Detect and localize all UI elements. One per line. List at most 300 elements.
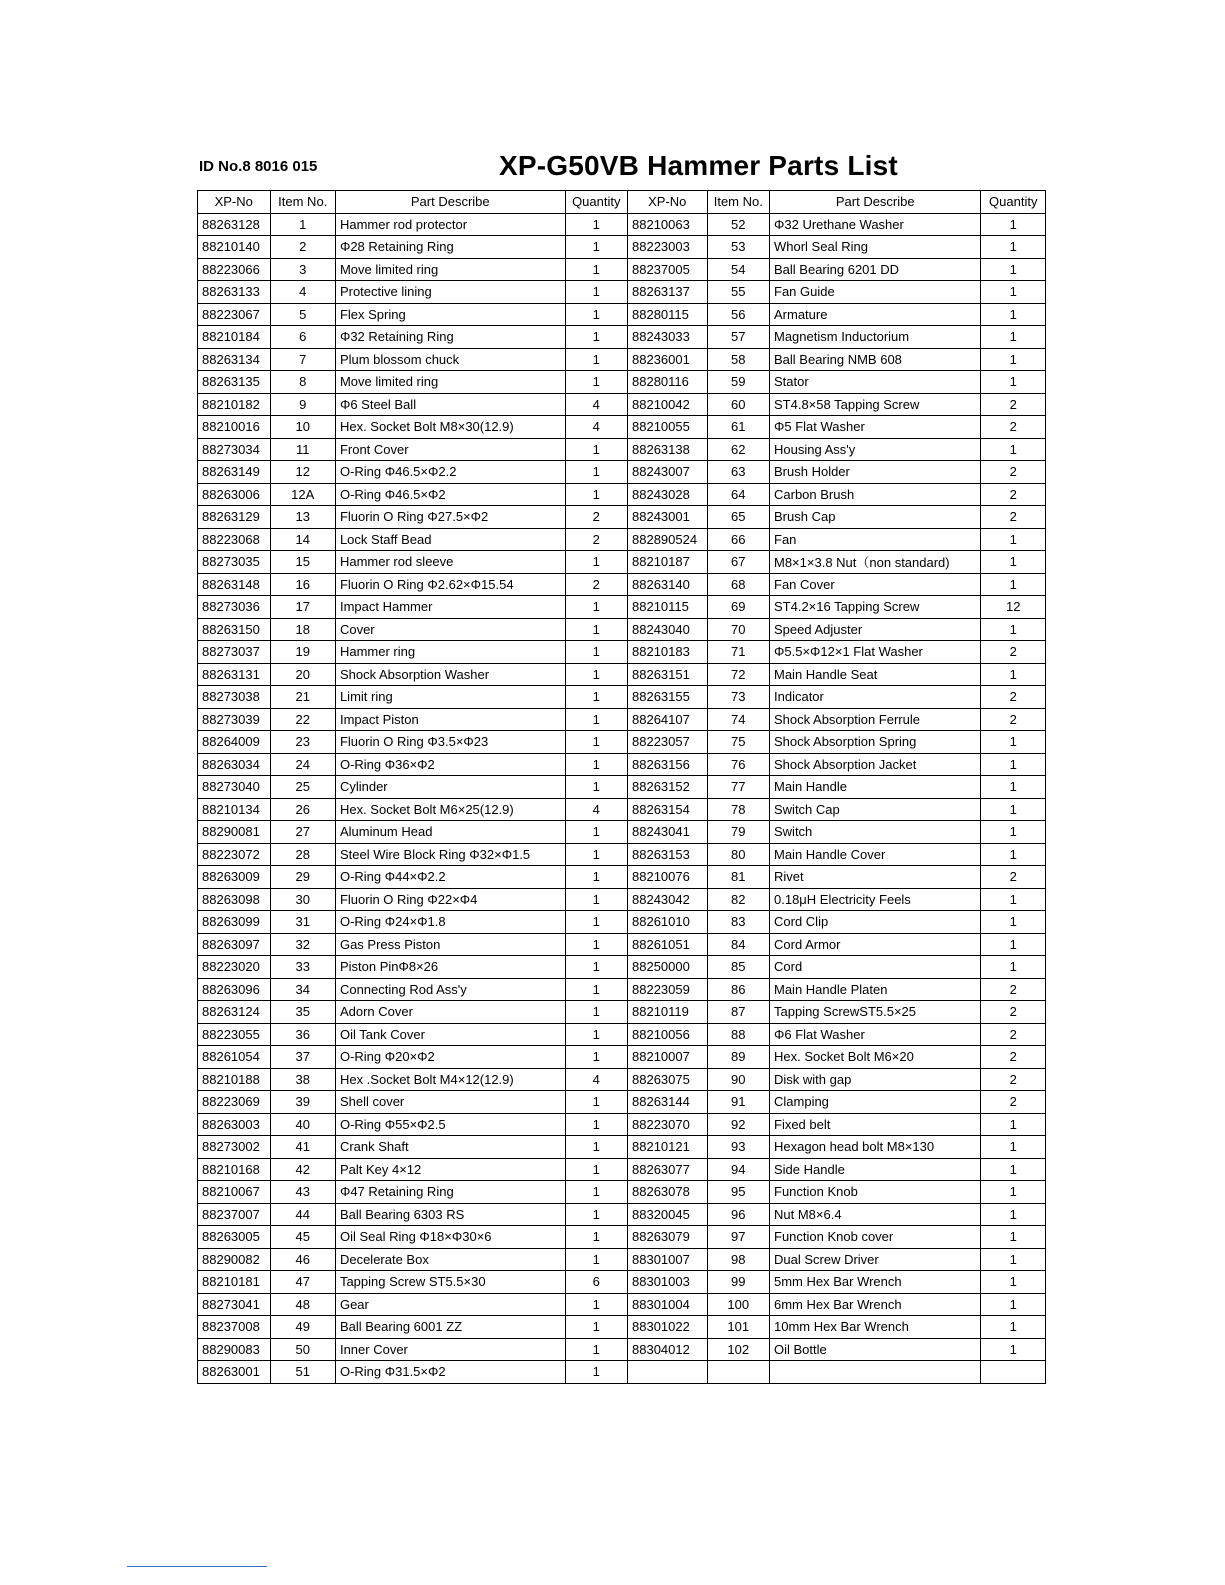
part-describe-cell: Cord Armor — [770, 933, 981, 956]
quantity-cell: 1 — [981, 213, 1046, 236]
part-describe-cell: Disk with gap — [770, 1068, 981, 1091]
quantity-cell: 1 — [981, 236, 1046, 259]
xp-no-cell: 88320045 — [628, 1203, 708, 1226]
part-describe-cell: Hex. Socket Bolt M8×30(12.9) — [335, 416, 565, 439]
xp-no-cell: 88263134 — [198, 348, 271, 371]
xp-no-cell: 88273036 — [198, 596, 271, 619]
quantity-cell: 4 — [565, 798, 627, 821]
xp-no-cell: 88223068 — [198, 528, 271, 551]
part-describe-cell: Whorl Seal Ring — [770, 236, 981, 259]
part-describe-cell: Fixed belt — [770, 1113, 981, 1136]
quantity-cell: 2 — [981, 416, 1046, 439]
item-no-cell: 92 — [707, 1113, 769, 1136]
xp-no-cell: 88263140 — [628, 573, 708, 596]
item-no-cell: 26 — [270, 798, 335, 821]
part-describe-cell: Side Handle — [770, 1158, 981, 1181]
part-describe-cell: Φ32 Urethane Washer — [770, 213, 981, 236]
xp-no-cell: 88273038 — [198, 686, 271, 709]
xp-no-cell: 88304012 — [628, 1338, 708, 1361]
table-row — [198, 371, 1046, 394]
xp-no-cell: 88263096 — [198, 978, 271, 1001]
quantity-cell: 2 — [981, 483, 1046, 506]
quantity-cell: 1 — [565, 978, 627, 1001]
quantity-cell: 2 — [565, 528, 627, 551]
quantity-cell: 12 — [981, 596, 1046, 619]
item-no-cell: 12A — [270, 483, 335, 506]
xp-no-cell: 88243007 — [628, 461, 708, 484]
xp-no-cell: 88273040 — [198, 776, 271, 799]
part-describe-cell: Protective lining — [335, 281, 565, 304]
xp-no-cell: 88210183 — [628, 641, 708, 664]
xp-no-cell: 88223067 — [198, 303, 271, 326]
quantity-cell: 1 — [981, 618, 1046, 641]
part-describe-cell: O-Ring Φ55×Φ2.5 — [335, 1113, 565, 1136]
part-describe-cell: ST4.8×58 Tapping Screw — [770, 393, 981, 416]
table-row — [198, 258, 1046, 281]
quantity-cell: 1 — [565, 1046, 627, 1069]
xp-no-cell: 88301022 — [628, 1316, 708, 1339]
item-no-cell: 43 — [270, 1181, 335, 1204]
xp-no-cell: 88290083 — [198, 1338, 271, 1361]
xp-no-cell: 88263079 — [628, 1226, 708, 1249]
item-no-cell: 16 — [270, 573, 335, 596]
xp-no-cell: 88263003 — [198, 1113, 271, 1136]
quantity-cell — [981, 1361, 1046, 1384]
item-no-cell: 79 — [707, 821, 769, 844]
quantity-cell: 1 — [565, 1338, 627, 1361]
xp-no-cell: 88273041 — [198, 1293, 271, 1316]
part-describe-cell: Oil Bottle — [770, 1338, 981, 1361]
quantity-cell: 1 — [565, 888, 627, 911]
xp-no-cell: 88263156 — [628, 753, 708, 776]
item-no-cell: 88 — [707, 1023, 769, 1046]
xp-no-cell: 88223072 — [198, 843, 271, 866]
quantity-cell: 2 — [981, 708, 1046, 731]
item-no-cell: 86 — [707, 978, 769, 1001]
xp-no-cell: 88290082 — [198, 1248, 271, 1271]
table-row — [198, 213, 1046, 236]
xp-no-cell: 88263144 — [628, 1091, 708, 1114]
quantity-cell: 1 — [981, 438, 1046, 461]
item-no-cell: 11 — [270, 438, 335, 461]
quantity-cell: 1 — [565, 686, 627, 709]
xp-no-cell: 88261010 — [628, 911, 708, 934]
quantity-cell: 1 — [981, 326, 1046, 349]
quantity-cell: 1 — [565, 731, 627, 754]
item-no-cell: 22 — [270, 708, 335, 731]
quantity-cell: 1 — [565, 1226, 627, 1249]
item-no-cell: 36 — [270, 1023, 335, 1046]
quantity-cell: 1 — [565, 776, 627, 799]
item-no-cell: 18 — [270, 618, 335, 641]
table-row — [198, 731, 1046, 754]
xp-no-cell: 88280115 — [628, 303, 708, 326]
xp-no-cell: 88261054 — [198, 1046, 271, 1069]
xp-no-cell: 88210016 — [198, 416, 271, 439]
part-describe-cell: Tapping ScrewST5.5×25 — [770, 1001, 981, 1024]
table-row — [198, 663, 1046, 686]
part-describe-cell: Shock Absorption Washer — [335, 663, 565, 686]
quantity-cell: 1 — [565, 663, 627, 686]
item-no-cell: 8 — [270, 371, 335, 394]
part-describe-cell: Fluorin O Ring Φ22×Φ4 — [335, 888, 565, 911]
part-describe-cell: O-Ring Φ36×Φ2 — [335, 753, 565, 776]
quantity-cell: 1 — [565, 1001, 627, 1024]
item-no-cell: 96 — [707, 1203, 769, 1226]
quantity-cell: 1 — [981, 821, 1046, 844]
item-no-cell: 28 — [270, 843, 335, 866]
xp-no-cell: 88264107 — [628, 708, 708, 731]
xp-no-cell: 88210121 — [628, 1136, 708, 1159]
xp-no-cell: 88263124 — [198, 1001, 271, 1024]
item-no-cell: 5 — [270, 303, 335, 326]
item-no-cell: 98 — [707, 1248, 769, 1271]
quantity-cell: 1 — [981, 1248, 1046, 1271]
table-row — [198, 1203, 1046, 1226]
quantity-cell: 6 — [565, 1271, 627, 1294]
xp-no-cell: 88210140 — [198, 236, 271, 259]
part-describe-cell: Hammer rod protector — [335, 213, 565, 236]
quantity-cell: 1 — [981, 956, 1046, 979]
quantity-cell: 1 — [565, 641, 627, 664]
table-row — [198, 438, 1046, 461]
item-no-cell: 61 — [707, 416, 769, 439]
item-no-cell: 67 — [707, 551, 769, 574]
item-no-cell: 100 — [707, 1293, 769, 1316]
quantity-cell: 1 — [981, 1113, 1046, 1136]
item-no-cell: 71 — [707, 641, 769, 664]
item-no-cell: 55 — [707, 281, 769, 304]
table-row — [198, 506, 1046, 529]
xp-no-cell: 88263149 — [198, 461, 271, 484]
quantity-cell: 2 — [981, 1046, 1046, 1069]
part-describe-cell — [770, 1361, 981, 1384]
part-describe-cell: Main Handle Cover — [770, 843, 981, 866]
quantity-cell: 1 — [565, 1203, 627, 1226]
item-no-cell: 9 — [270, 393, 335, 416]
xp-no-cell: 88263131 — [198, 663, 271, 686]
item-no-cell: 25 — [270, 776, 335, 799]
table-row — [198, 866, 1046, 889]
item-no-cell: 70 — [707, 618, 769, 641]
xp-no-cell: 88237008 — [198, 1316, 271, 1339]
table-row — [198, 1136, 1046, 1159]
item-no-cell: 42 — [270, 1158, 335, 1181]
xp-no-cell: 88210007 — [628, 1046, 708, 1069]
part-describe-cell: Oil Seal Ring Φ18×Φ30×6 — [335, 1226, 565, 1249]
item-no-cell: 63 — [707, 461, 769, 484]
part-describe-cell: Plum blossom chuck — [335, 348, 565, 371]
xp-no-cell: 88263128 — [198, 213, 271, 236]
part-describe-cell: Φ5 Flat Washer — [770, 416, 981, 439]
part-describe-cell: 5mm Hex Bar Wrench — [770, 1271, 981, 1294]
xp-no-cell: 88243041 — [628, 821, 708, 844]
xp-no-cell: 88210134 — [198, 798, 271, 821]
quantity-cell: 1 — [981, 888, 1046, 911]
xp-no-cell: 88263129 — [198, 506, 271, 529]
item-no-cell: 68 — [707, 573, 769, 596]
header-part-describe: Part Describe — [770, 191, 981, 214]
quantity-cell: 2 — [981, 978, 1046, 1001]
part-describe-cell: Fan Cover — [770, 573, 981, 596]
part-describe-cell: 10mm Hex Bar Wrench — [770, 1316, 981, 1339]
part-describe-cell: Main Handle Seat — [770, 663, 981, 686]
item-no-cell: 7 — [270, 348, 335, 371]
part-describe-cell: Cord Clip — [770, 911, 981, 934]
part-describe-cell: Main Handle — [770, 776, 981, 799]
header-item-no: Item No. — [707, 191, 769, 214]
quantity-cell: 1 — [981, 1158, 1046, 1181]
xp-no-cell: 88263075 — [628, 1068, 708, 1091]
xp-no-cell: 88237005 — [628, 258, 708, 281]
xp-no-cell: 88223003 — [628, 236, 708, 259]
part-describe-cell: Fluorin O Ring Φ3.5×Φ23 — [335, 731, 565, 754]
quantity-cell: 1 — [565, 371, 627, 394]
table-row — [198, 1226, 1046, 1249]
quantity-cell: 1 — [565, 753, 627, 776]
part-describe-cell: Ball Bearing 6303 RS — [335, 1203, 565, 1226]
part-describe-cell: Impact Piston — [335, 708, 565, 731]
item-no-cell: 6 — [270, 326, 335, 349]
xp-no-cell: 88263150 — [198, 618, 271, 641]
item-no-cell: 57 — [707, 326, 769, 349]
quantity-cell: 2 — [981, 1023, 1046, 1046]
table-row — [198, 978, 1046, 1001]
quantity-cell: 1 — [565, 956, 627, 979]
xp-no-cell: 88263133 — [198, 281, 271, 304]
part-describe-cell: M8×1×3.8 Nut（non standard) — [770, 551, 981, 574]
quantity-cell: 2 — [981, 866, 1046, 889]
quantity-cell: 1 — [981, 1136, 1046, 1159]
item-no-cell: 78 — [707, 798, 769, 821]
header-xp-no: XP-No — [198, 191, 271, 214]
table-row — [198, 821, 1046, 844]
xp-no-cell: 88210042 — [628, 393, 708, 416]
part-describe-cell: 6mm Hex Bar Wrench — [770, 1293, 981, 1316]
quantity-cell: 2 — [981, 641, 1046, 664]
quantity-cell: 1 — [565, 821, 627, 844]
item-no-cell: 94 — [707, 1158, 769, 1181]
xp-no-cell: 88273002 — [198, 1136, 271, 1159]
table-row — [198, 1158, 1046, 1181]
xp-no-cell: 88237007 — [198, 1203, 271, 1226]
xp-no-cell: 88263154 — [628, 798, 708, 821]
quantity-cell: 2 — [565, 573, 627, 596]
part-describe-cell: Aluminum Head — [335, 821, 565, 844]
part-describe-cell: Ball Bearing NMB 608 — [770, 348, 981, 371]
part-describe-cell: Housing Ass'y — [770, 438, 981, 461]
table-row — [198, 528, 1046, 551]
part-describe-cell: Hammer ring — [335, 641, 565, 664]
part-describe-cell: O-Ring Φ20×Φ2 — [335, 1046, 565, 1069]
table-row — [198, 551, 1046, 574]
item-no-cell: 39 — [270, 1091, 335, 1114]
item-no-cell: 21 — [270, 686, 335, 709]
quantity-cell: 1 — [981, 281, 1046, 304]
part-describe-cell: Magnetism Inductorium — [770, 326, 981, 349]
quantity-cell: 1 — [565, 1023, 627, 1046]
item-no-cell: 85 — [707, 956, 769, 979]
quantity-cell: 1 — [565, 1158, 627, 1181]
part-describe-cell: Nut M8×6.4 — [770, 1203, 981, 1226]
xp-no-cell: 88210076 — [628, 866, 708, 889]
table-row — [198, 1316, 1046, 1339]
quantity-cell: 1 — [565, 1113, 627, 1136]
xp-no-cell: 88243040 — [628, 618, 708, 641]
item-no-cell: 40 — [270, 1113, 335, 1136]
part-describe-cell: O-Ring Φ24×Φ1.8 — [335, 911, 565, 934]
item-no-cell: 15 — [270, 551, 335, 574]
item-no-cell: 50 — [270, 1338, 335, 1361]
table-row — [198, 1338, 1046, 1361]
xp-no-cell: 88280116 — [628, 371, 708, 394]
item-no-cell: 53 — [707, 236, 769, 259]
item-no-cell: 52 — [707, 213, 769, 236]
xp-no-cell: 88210181 — [198, 1271, 271, 1294]
quantity-cell: 2 — [981, 1068, 1046, 1091]
xp-no-cell: 88250000 — [628, 956, 708, 979]
quantity-cell: 1 — [981, 1203, 1046, 1226]
part-describe-cell: Cover — [335, 618, 565, 641]
xp-no-cell: 88223066 — [198, 258, 271, 281]
quantity-cell: 1 — [565, 303, 627, 326]
quantity-cell: 1 — [565, 1091, 627, 1114]
part-describe-cell: Armature — [770, 303, 981, 326]
quantity-cell: 1 — [565, 596, 627, 619]
page-title: XP-G50VB Hammer Parts List — [499, 150, 898, 181]
part-describe-cell: Clamping — [770, 1091, 981, 1114]
xp-no-cell: 88261051 — [628, 933, 708, 956]
item-no-cell: 74 — [707, 708, 769, 731]
xp-no-cell — [628, 1361, 708, 1384]
part-describe-cell: Tapping Screw ST5.5×30 — [335, 1271, 565, 1294]
quantity-cell: 1 — [565, 281, 627, 304]
part-describe-cell: Gas Press Piston — [335, 933, 565, 956]
header-quantity: Quantity — [565, 191, 627, 214]
item-no-cell: 29 — [270, 866, 335, 889]
part-describe-cell: Function Knob cover — [770, 1226, 981, 1249]
part-describe-cell: Front Cover — [335, 438, 565, 461]
table-row — [198, 1023, 1046, 1046]
part-describe-cell: Move limited ring — [335, 371, 565, 394]
table-row — [198, 393, 1046, 416]
xp-no-cell: 88263137 — [628, 281, 708, 304]
xp-no-cell: 88301007 — [628, 1248, 708, 1271]
quantity-cell: 2 — [981, 393, 1046, 416]
part-describe-cell: Ball Bearing 6201 DD — [770, 258, 981, 281]
part-describe-cell: Impact Hammer — [335, 596, 565, 619]
quantity-cell: 1 — [565, 866, 627, 889]
quantity-cell: 1 — [981, 348, 1046, 371]
item-no-cell: 34 — [270, 978, 335, 1001]
quantity-cell: 1 — [981, 731, 1046, 754]
quantity-cell: 1 — [565, 933, 627, 956]
xp-no-cell: 88243028 — [628, 483, 708, 506]
item-no-cell: 19 — [270, 641, 335, 664]
xp-no-cell: 88210168 — [198, 1158, 271, 1181]
quantity-cell: 2 — [981, 1001, 1046, 1024]
table-row — [198, 1046, 1046, 1069]
xp-no-cell: 88223069 — [198, 1091, 271, 1114]
part-describe-cell: Fluorin O Ring Φ2.62×Φ15.54 — [335, 573, 565, 596]
table-row — [198, 1271, 1046, 1294]
xp-no-cell: 88243042 — [628, 888, 708, 911]
table-row — [198, 843, 1046, 866]
part-describe-cell: 0.18μH Electricity Feels — [770, 888, 981, 911]
quantity-cell: 1 — [981, 776, 1046, 799]
item-no-cell: 4 — [270, 281, 335, 304]
part-describe-cell: O-Ring Φ44×Φ2.2 — [335, 866, 565, 889]
id-number: ID No.8 8016 015 — [199, 158, 318, 175]
item-no-cell: 45 — [270, 1226, 335, 1249]
xp-no-cell: 88263098 — [198, 888, 271, 911]
table-row — [198, 461, 1046, 484]
quantity-cell: 4 — [565, 1068, 627, 1091]
part-describe-cell: Fluorin O Ring Φ27.5×Φ2 — [335, 506, 565, 529]
part-describe-cell: Hammer rod sleeve — [335, 551, 565, 574]
table-row — [198, 1113, 1046, 1136]
quantity-cell: 1 — [981, 551, 1046, 574]
table-row — [198, 1068, 1046, 1091]
quantity-cell: 4 — [565, 416, 627, 439]
quantity-cell: 1 — [981, 753, 1046, 776]
quantity-cell: 1 — [565, 843, 627, 866]
quantity-cell: 1 — [565, 1248, 627, 1271]
item-no-cell: 73 — [707, 686, 769, 709]
part-describe-cell: Rivet — [770, 866, 981, 889]
xp-no-cell: 88210184 — [198, 326, 271, 349]
item-no-cell: 3 — [270, 258, 335, 281]
item-no-cell: 83 — [707, 911, 769, 934]
table-row — [198, 776, 1046, 799]
item-no-cell: 60 — [707, 393, 769, 416]
xp-no-cell: 88210188 — [198, 1068, 271, 1091]
item-no-cell: 20 — [270, 663, 335, 686]
xp-no-cell: 88263006 — [198, 483, 271, 506]
part-describe-cell: Adorn Cover — [335, 1001, 565, 1024]
item-no-cell: 41 — [270, 1136, 335, 1159]
part-describe-cell: Switch — [770, 821, 981, 844]
xp-no-cell: 88263138 — [628, 438, 708, 461]
quantity-cell: 1 — [565, 618, 627, 641]
quantity-cell: 1 — [981, 1293, 1046, 1316]
item-no-cell: 13 — [270, 506, 335, 529]
part-describe-cell: O-Ring Φ31.5×Φ2 — [335, 1361, 565, 1384]
quantity-cell: 1 — [565, 438, 627, 461]
item-no-cell: 46 — [270, 1248, 335, 1271]
xp-no-cell: 88301004 — [628, 1293, 708, 1316]
table-row — [198, 618, 1046, 641]
header-item-no: Item No. — [270, 191, 335, 214]
quantity-cell: 4 — [565, 393, 627, 416]
quantity-cell: 1 — [981, 911, 1046, 934]
header-part-describe: Part Describe — [335, 191, 565, 214]
xp-no-cell: 88210115 — [628, 596, 708, 619]
quantity-cell: 1 — [981, 1316, 1046, 1339]
table-row — [198, 1091, 1046, 1114]
part-describe-cell: Φ47 Retaining Ring — [335, 1181, 565, 1204]
xp-no-cell: 88263001 — [198, 1361, 271, 1384]
quantity-cell: 1 — [565, 1181, 627, 1204]
item-no-cell: 38 — [270, 1068, 335, 1091]
item-no-cell: 102 — [707, 1338, 769, 1361]
item-no-cell: 44 — [270, 1203, 335, 1226]
table-row — [198, 303, 1046, 326]
part-describe-cell: Connecting Rod Ass'y — [335, 978, 565, 1001]
xp-no-cell: 88263152 — [628, 776, 708, 799]
item-no-cell: 59 — [707, 371, 769, 394]
item-no-cell: 99 — [707, 1271, 769, 1294]
